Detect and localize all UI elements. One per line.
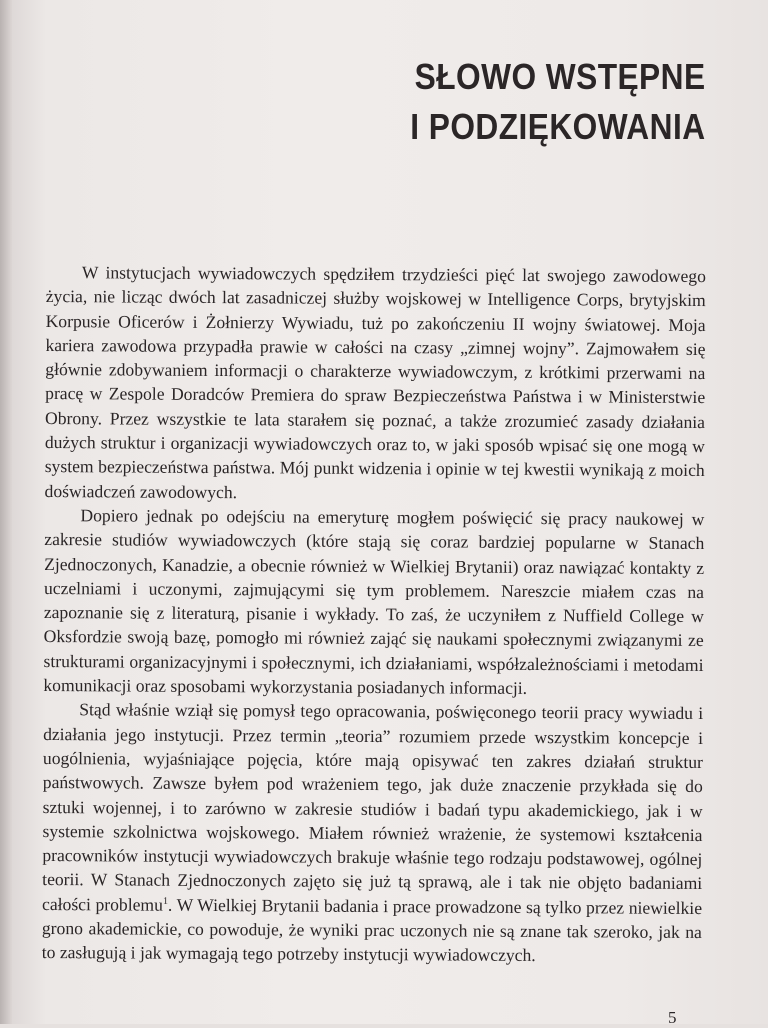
paragraph-2: Dopiero jednak po odejściu na emeryturę mogłem poświęcić się pracy naukowej w zakresie studiów wywiadowczych (które stają się coraz bardziej popularne w Stanach Zjednoczonych, Kanadzie, a obecnie również w Wielkiej Brytanii) oraz nawiązać kontakty z uczelniami i uczonymi, zajmującymi się tym problemem. Nareszcie miałem czas na zapoznanie się z literaturą, pisanie i wykłady. To zaś, że uczyniłem z Nuffield College w Oksfordzie swoją bazę, pomogło mi również zająć się naukami społecznymi związanymi ze strukturami organizacyjnymi i społecznymi, ich działaniami, współzależnościami i metodami komunikacji oraz sposobami wykorzystania posiadanych informacji. bbox=[43, 505, 705, 698]
chapter-title-line-2: I PODZIĘKOWANIA bbox=[410, 106, 706, 147]
gutter-shadow bbox=[0, 0, 12, 1024]
body-text bbox=[42, 260, 706, 969]
paragraph-3: Stąd właśnie wziął się pomysł tego opracowania, poświęconego teorii pracy wywiadu i działania jego instytucji. Przez termin „teoria” rozumiem przede wszystkim koncepcje i uogólnienia, wyjaśniające pojęcia, które mają opisywać ten zakres działań struktur państwowych. Zawsze byłem pod wrażeniem tego, jak duże znaczenie przykłada się do sztuki wojennej, i to zarówno w zakresie studiów i badań typu akademickiego, jak i w systemie szkolnictwa wojskowego. Miałem również wrażenie, że systemowi kształcenia pracowników instytucji wywiadowczych brakuje właśnie tego rodzaju podstawowej, ogólnej teorii. W Stanach Zjednoczonych zajęto się już tą sprawą, ale i tak nie objęto badaniami całości problemu$^1$. W Wielkiej Brytanii badania i prace prowadzone są tylko przez niewielkie grono akademickie, co powoduje, że wyniki prac uczonych nie są znane tak szeroko, jak na to zasługują i jak wymagają tego potrzeby instytucji wywiadowczych. bbox=[41, 699, 704, 966]
footnote-marker: 1 bbox=[162, 895, 169, 907]
chapter-title bbox=[411, 52, 706, 152]
paragraph-3-continuation: W Wielkiej Brytanii badania i prace prowadzone są tylko przez niewielkie grono akademickie, co powoduje, że wyniki prac uczonych nie są znane tak szeroko, jak na to zasługują i jak wymagają tego potrzeby instytucji wywiadowczych. bbox=[41, 894, 703, 966]
page-number: 5 bbox=[668, 1008, 677, 1027]
paragraph-3-text: Stąd właśnie wziął się pomysł tego opracowania, poświęconego teorii pracy wywiadu i działania jego instytucji. Przez termin „teoria” rozumiem przede wszystkim koncepcje i uogólnienia, wyjaśniające pojęcia, które mają opisywać ten zakres działań struktur państwowych. Zawsze byłem pod wrażeniem tego, jak duże znaczenie przykłada się do sztuki wojennej, i to zarówno w zakresie studiów i badań typu akademickiego, jak i w systemie szkolnictwa wojskowego. Miałem również wrażenie, że systemowi kształcenia pracowników instytucji wywiadowczych brakuje właśnie tego rodzaju podstawowej, ogólnej teorii. W Stanach Zjednoczonych zajęto się już tą sprawą, ale i tak nie objęto badaniami całości problemu bbox=[42, 699, 704, 915]
chapter-title-line-1: SŁOWO WSTĘPNE bbox=[415, 56, 706, 97]
paragraph-1: W instytucjach wywiadowczych spędziłem trzydzieści pięć lat swojego zawodowego życia, nie licząc dwóch lat zasadniczej służby wojskowej w Intelligence Corps, brytyjskim Korpusie Oficerów i Żołnierzy Wywiadu, tuż po zakończeniu II wojny światowej. Moja kariera zawodowa przypadła prawie w całości na czasy „zimnej wojny”. Zajmowałem się głównie zdobywaniem informacji o charakterze wywiadowczym, z krótkimi przerwami na pracę w Zespole Doradców Premiera do spraw Bezpieczeństwa Państwa i w Ministerstwie Obrony. Przez wszystkie te lata starałem się poznać, a także zrozumieć zasady działania dużych struktur i organizacji wywiadowczych oraz to, w jaki sposób wpisać się one mogą w system bezpieczeństwa państwa. Mój punkt widzenia i opinie w tej kwestii wynikają z moich doświadczeń zawodowych. bbox=[44, 262, 706, 502]
